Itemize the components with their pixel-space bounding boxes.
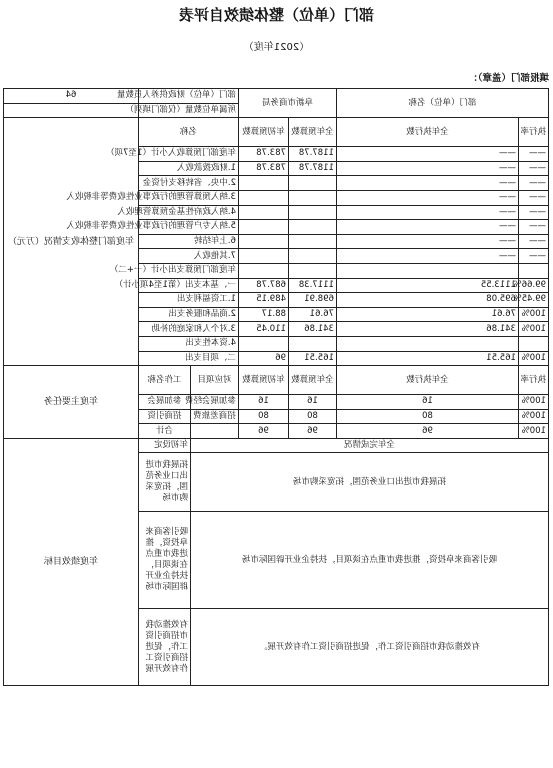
full-budget-cell: 80 xyxy=(288,409,336,424)
initial-cell xyxy=(238,176,288,191)
info-row xyxy=(3,89,548,104)
initial-cell xyxy=(238,234,288,249)
rate-cell: 99.66% xyxy=(519,278,549,293)
full-exec-cell: —— xyxy=(336,205,518,220)
name-cell: 1.工资福利支出 xyxy=(138,293,238,308)
rate-cell: —— xyxy=(519,161,549,176)
initial-header: 年初预算数 xyxy=(238,118,288,147)
name-cell: 年度部门预算收入小计（1至7项） xyxy=(138,147,238,162)
full-exec-cell: 76.61 xyxy=(336,307,518,322)
initial-cell xyxy=(238,336,288,351)
rate-cell: 100% xyxy=(519,424,549,439)
full-exec-cell: 16 xyxy=(336,395,518,410)
initial-cell: 96 xyxy=(238,351,288,366)
work-cell: 合计 xyxy=(138,424,190,439)
name-cell: 4.资本性支出 xyxy=(138,336,238,351)
full-budget-cell xyxy=(288,205,336,220)
rate-cell: 100% xyxy=(519,409,549,424)
name-cell: 4.纳入政府性基金预算管理收入 xyxy=(138,205,238,220)
done-cell: 吸引客商来阜投资，推进我市重点在谈项目，扶持企业开辟国际市场 xyxy=(190,512,548,609)
rate-cell: 99.45% xyxy=(519,293,549,308)
full-exec-cell: 165.51 xyxy=(336,351,518,366)
full-budget-cell: 1187.78 xyxy=(288,147,336,162)
full-budget-cell: 698.91 xyxy=(288,293,336,308)
initial-cell xyxy=(238,263,288,278)
dept-value: 阜新市商务局 xyxy=(238,89,336,118)
initial-cell: 88.17 xyxy=(238,307,288,322)
full-exec-cell: 80 xyxy=(336,409,518,424)
fill-unit-label: 填报部门（盖章）： xyxy=(468,73,549,84)
full-exec-cell: 96 xyxy=(336,424,518,439)
target-header: 年初设定 xyxy=(138,438,190,453)
staff-value: 64 xyxy=(3,89,138,104)
target-cell: 有效推动我市招商引资工作，促进招商引资工作有效开展 xyxy=(138,609,190,686)
initial-cell: 110.45 xyxy=(238,322,288,337)
page-title: 部门（单位）整体绩效自评表 xyxy=(179,6,375,24)
full-budget-cell xyxy=(288,249,336,264)
name-cell: 5.纳入专户管理的行政事业性收费等非税收入 xyxy=(138,220,238,235)
name-cell: 3.对个人和家庭的补助 xyxy=(138,322,238,337)
full-budget-header: 全年预算数 xyxy=(288,118,336,147)
target-cell: 吸引客商来阜投资，推进我市重点在谈项目，扶持企业开辟国际市场 xyxy=(138,512,190,609)
rate-header: 执行率 xyxy=(519,366,549,395)
rate-cell: 100% xyxy=(519,395,549,410)
full-budget-cell: 16 xyxy=(288,395,336,410)
full-budget-cell: 341.86 xyxy=(288,322,336,337)
initial-cell: 687.78 xyxy=(238,278,288,293)
full-exec-cell: —— xyxy=(336,147,518,162)
name-cell: 6.上年结转 xyxy=(138,234,238,249)
rate-cell xyxy=(519,263,549,278)
full-budget-cell xyxy=(288,336,336,351)
full-budget-cell xyxy=(288,190,336,205)
full-exec-cell: —— xyxy=(336,249,518,264)
rate-cell: 100% xyxy=(519,307,549,322)
rate-cell: 100% xyxy=(519,351,549,366)
project-cell: 招商差旅费 xyxy=(190,409,238,424)
name-cell: 年度部门预算支出小计（一+二） xyxy=(138,263,238,278)
initial-cell xyxy=(238,205,288,220)
full-exec-cell: 1113.55 xyxy=(336,278,518,293)
rate-cell: —— xyxy=(519,205,549,220)
project-header: 对应项目 xyxy=(190,366,238,395)
full-budget-cell xyxy=(288,263,336,278)
full-budget-cell xyxy=(288,234,336,249)
initial-cell: 96 xyxy=(238,424,288,439)
done-cell: 有效推动我市招商引资工作，促进招商引资工作有效开展。 xyxy=(190,609,548,686)
dept-label: 部门（单位）名称 xyxy=(336,89,548,118)
budget-section-label: 年度部门整体收支情况（万元） xyxy=(3,118,138,366)
initial-cell xyxy=(238,249,288,264)
work-cell: 招商引资 xyxy=(138,409,190,424)
project-cell xyxy=(190,424,238,439)
name-cell: 7.其他收入 xyxy=(138,249,238,264)
evaluation-table xyxy=(3,88,549,686)
full-budget-header: 全年预算数 xyxy=(288,366,336,395)
full-exec-cell: —— xyxy=(336,234,518,249)
full-exec-cell: —— xyxy=(336,190,518,205)
report-year: （2021年度） xyxy=(243,42,310,53)
work-cell: 参加展会 xyxy=(138,395,190,410)
budget-header-row xyxy=(3,118,548,147)
full-budget-cell: 1187.78 xyxy=(288,161,336,176)
rate-cell: 100% xyxy=(519,322,549,337)
work-header: 工作名称 xyxy=(138,366,190,395)
initial-cell: 489.15 xyxy=(238,293,288,308)
full-budget-cell: 1117.38 xyxy=(288,278,336,293)
name-header: 名称 xyxy=(138,118,238,147)
initial-cell: 16 xyxy=(238,395,288,410)
rate-cell: —— xyxy=(519,147,549,162)
full-exec-cell: —— xyxy=(336,220,518,235)
objectives-header-row xyxy=(3,438,548,453)
count-label: 所属单位数量（仅部门填列） xyxy=(138,103,238,118)
full-exec-cell: 341.86 xyxy=(336,322,518,337)
objectives-section-label: 年度绩效目标 xyxy=(3,438,138,686)
full-exec-header: 全年执行数 xyxy=(336,366,518,395)
full-exec-cell xyxy=(336,263,518,278)
full-exec-header: 全年执行数 xyxy=(336,118,518,147)
initial-cell: 80 xyxy=(238,409,288,424)
name-cell: 2.中央、省转移支付资金 xyxy=(138,176,238,191)
tasks-section-label: 年度主要任务 xyxy=(3,366,138,439)
full-budget-cell: 165.51 xyxy=(288,351,336,366)
full-budget-cell: 76.61 xyxy=(288,307,336,322)
count-value xyxy=(3,103,138,118)
full-budget-cell xyxy=(288,220,336,235)
staff-label: 部门（单位）财政供养人员数量 xyxy=(138,89,238,104)
target-cell: 拓展我市进出口业务范围，拓宽采购市场 xyxy=(138,453,190,512)
name-cell: 一、基本支出（第1至4项小计） xyxy=(138,278,238,293)
full-exec-cell: 695.08 xyxy=(336,293,518,308)
full-exec-cell xyxy=(336,336,518,351)
rate-cell: —— xyxy=(519,234,549,249)
rate-cell xyxy=(519,336,549,351)
tasks-header-row xyxy=(3,366,548,395)
full-exec-cell: —— xyxy=(336,161,518,176)
rate-cell: —— xyxy=(519,176,549,191)
name-cell: 2.商品和服务支出 xyxy=(138,307,238,322)
initial-cell xyxy=(238,190,288,205)
done-cell: 拓展我市进出口业务范围，拓宽采购市场 xyxy=(190,453,548,512)
rate-header: 执行率 xyxy=(519,118,549,147)
name-cell: 二、项目支出 xyxy=(138,351,238,366)
done-header: 全年完成情况 xyxy=(190,438,548,453)
rate-cell: —— xyxy=(519,220,549,235)
name-cell: 3.纳入预算管理的行政事业性收费等非税收入 xyxy=(138,190,238,205)
initial-cell: 783.78 xyxy=(238,147,288,162)
full-exec-cell: —— xyxy=(336,176,518,191)
project-cell: 参加展会经费 xyxy=(190,395,238,410)
initial-header: 年初预算数 xyxy=(238,366,288,395)
rate-cell: —— xyxy=(519,190,549,205)
name-cell: 1.财政拨款收入 xyxy=(138,161,238,176)
initial-cell xyxy=(238,220,288,235)
rate-cell: —— xyxy=(519,249,549,264)
full-budget-cell: 96 xyxy=(288,424,336,439)
initial-cell: 783.78 xyxy=(238,161,288,176)
full-budget-cell xyxy=(288,176,336,191)
